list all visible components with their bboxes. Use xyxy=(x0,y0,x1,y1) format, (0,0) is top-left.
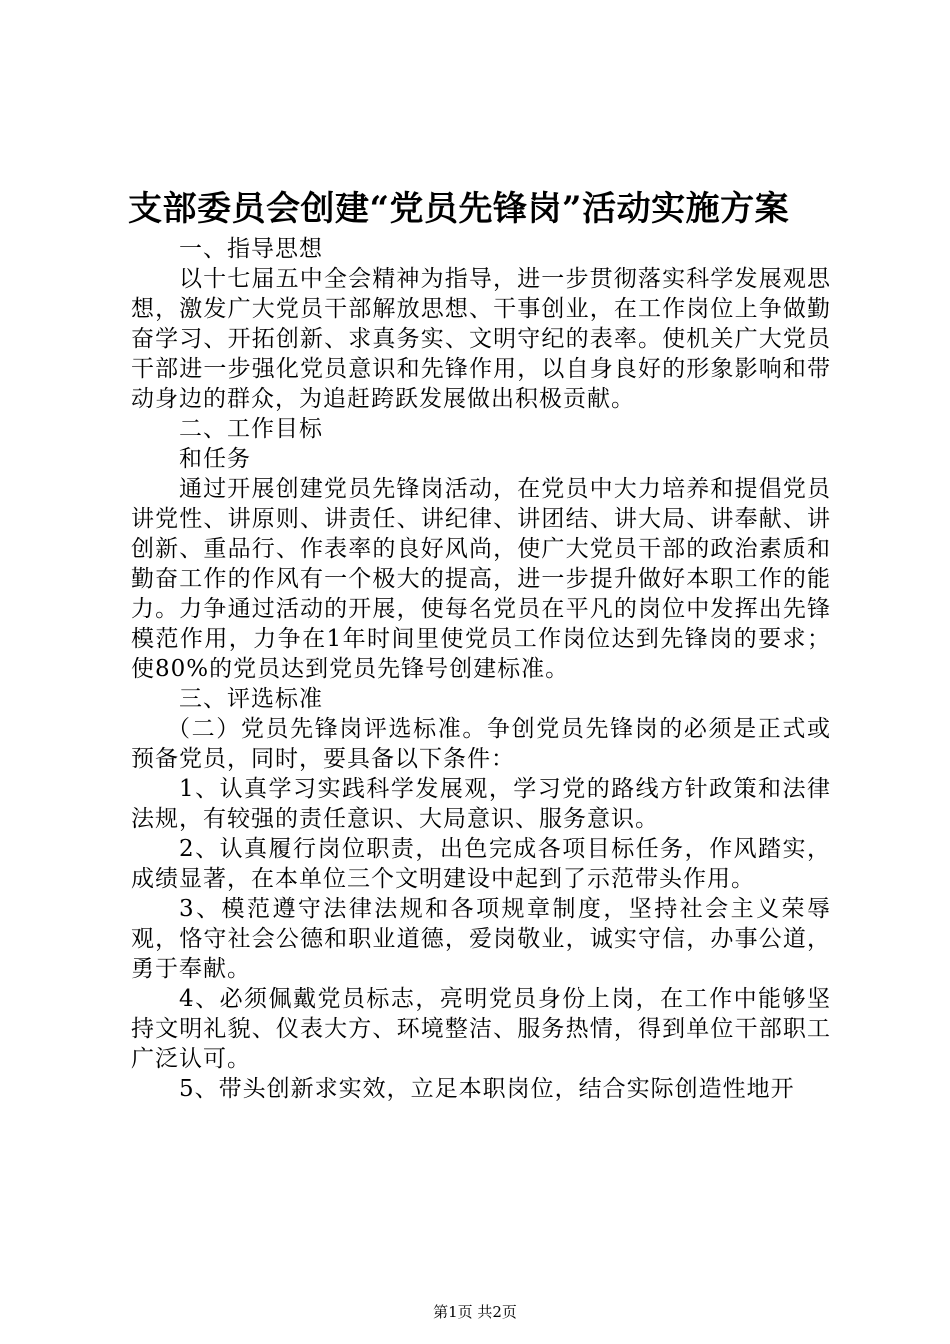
section-heading-work-goals: 二、工作目标 xyxy=(179,416,323,442)
paragraph-guiding-ideology: 以十七届五中全会精神为指导，进一步贯彻落实科学发展观思想，激发广大党员干部解放思想、干事创业，在工作岗位上争做勤奋学习、开拓创新、求真务实、文明守纪的表率。使机关广大党员干部进一步强化党员意识和先锋作用，以自身良好的形象影响和带动身边的群众，为追赶跨跃发展做出积极贡献。 xyxy=(131,266,831,412)
criteria-item-3: 3、模范遵守法律法规和各项规章制度，坚持社会主义荣辱观，恪守社会公德和职业道德，爱岗敬业，诚实守信，办事公道，勇于奉献。 xyxy=(131,896,831,982)
criteria-item-5: 5、带头创新求实效，立足本职岗位，结合实际创造性地开 xyxy=(179,1076,795,1102)
document-body xyxy=(131,234,831,1104)
criteria-item-4: 4、必须佩戴党员标志，亮明党员身份上岗，在工作中能够坚持文明礼貌、仪表大方、环境整洁、服务热情，得到单位干部职工广泛认可。 xyxy=(131,986,831,1072)
page-footer: 第1页 共2页 xyxy=(433,1303,517,1321)
criteria-item-2: 2、认真履行岗位职责，出色完成各项目标任务，作风踏实，成绩显著，在本单位三个文明建设中起到了示范带头作用。 xyxy=(131,836,831,892)
section-heading-work-goals-continued: 和任务 xyxy=(179,446,251,472)
section-heading-selection-criteria: 三、评选标准 xyxy=(179,686,323,712)
paragraph-selection-criteria-intro: （二）党员先锋岗评选标准。争创党员先锋岗的必须是正式或预备党员，同时，要具备以下条件： xyxy=(131,716,831,772)
section-heading-guiding-ideology: 一、指导思想 xyxy=(179,236,323,262)
document-title: 支部委员会创建“党员先锋岗”活动实施方案 xyxy=(128,189,790,229)
paragraph-work-goals: 通过开展创建党员先锋岗活动，在党员中大力培养和提倡党员讲党性、讲原则、讲责任、讲纪律、讲团结、讲大局、讲奉献、讲创新、重品行、作表率的良好风尚，使广大党员干部的政治素质和勤奋工作的作风有一个极大的提高，进一步提升做好本职工作的能力。力争通过活动的开展，使每名党员在平凡的岗位中发挥出先锋模范作用，力争在1年时间里使党员工作岗位达到先锋岗的要求；使80%的党员达到党员先锋号创建标准。 xyxy=(131,476,831,682)
criteria-item-1: 1、认真学习实践科学发展观，学习党的路线方针政策和法律法规，有较强的责任意识、大局意识、服务意识。 xyxy=(131,776,831,832)
